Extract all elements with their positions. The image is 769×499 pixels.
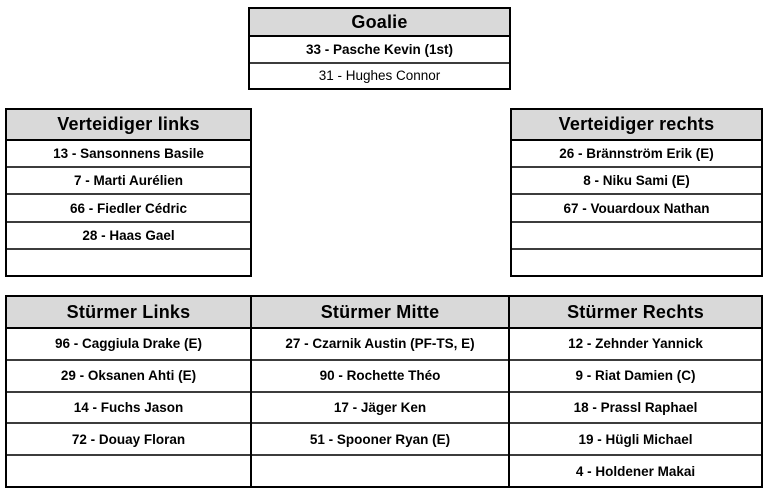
player-cell: 72 - Douay Floran bbox=[7, 422, 250, 454]
player-cell: 19 - Hügli Michael bbox=[510, 422, 761, 454]
player-cell: 18 - Prassl Raphael bbox=[510, 391, 761, 423]
forwards-left-block-title: Stürmer Links bbox=[7, 297, 250, 329]
player-cell: 12 - Zehnder Yannick bbox=[568, 336, 703, 352]
goalie-block-title: Goalie bbox=[250, 9, 509, 37]
player-cell: 31 - Hughes Connor bbox=[250, 62, 509, 89]
forwards-center-block bbox=[250, 295, 510, 488]
player-cell: 90 - Rochette Théo bbox=[252, 359, 508, 391]
defense-right-block bbox=[510, 108, 763, 277]
player-cell: 13 - Sansonnens Basile bbox=[53, 146, 204, 162]
player-cell: 66 - Fiedler Cédric bbox=[7, 193, 250, 220]
player-cell: 67 - Vouardoux Nathan bbox=[512, 193, 761, 220]
player-cell: 4 - Holdener Makai bbox=[510, 454, 761, 486]
player-cell: 27 - Czarnik Austin (PF-TS, E) bbox=[285, 336, 475, 352]
empty-cell bbox=[7, 248, 250, 275]
player-cell: 28 - Haas Gael bbox=[7, 221, 250, 248]
empty-cell bbox=[252, 454, 508, 486]
defense-left-block-title: Verteidiger links bbox=[7, 110, 250, 141]
forwards-left-block bbox=[5, 295, 252, 488]
forwards-center-block-title: Stürmer Mitte bbox=[252, 297, 508, 329]
player-cell: 96 - Caggiula Drake (E) bbox=[54, 336, 203, 352]
player-cell: 33 - Pasche Kevin (1st) bbox=[305, 41, 454, 57]
player-cell: 51 - Spooner Ryan (E) bbox=[252, 422, 508, 454]
player-cell: 14 - Fuchs Jason bbox=[7, 391, 250, 423]
empty-cell bbox=[512, 221, 761, 248]
goalie-block bbox=[248, 7, 511, 90]
defense-left-block bbox=[5, 108, 252, 277]
empty-cell bbox=[512, 248, 761, 275]
player-cell: 17 - Jäger Ken bbox=[252, 391, 508, 423]
defense-right-block-title: Verteidiger rechts bbox=[512, 110, 761, 141]
forwards-right-block bbox=[508, 295, 763, 488]
player-cell: 29 - Oksanen Ahti (E) bbox=[7, 359, 250, 391]
forwards-right-block-title: Stürmer Rechts bbox=[510, 297, 761, 329]
empty-cell bbox=[7, 454, 250, 486]
player-cell: 9 - Riat Damien (C) bbox=[510, 359, 761, 391]
player-cell: 8 - Niku Sami (E) bbox=[512, 166, 761, 193]
player-cell: 26 - Brännström Erik (E) bbox=[559, 146, 714, 162]
player-cell: 7 - Marti Aurélien bbox=[7, 166, 250, 193]
forwards-section bbox=[5, 295, 763, 488]
